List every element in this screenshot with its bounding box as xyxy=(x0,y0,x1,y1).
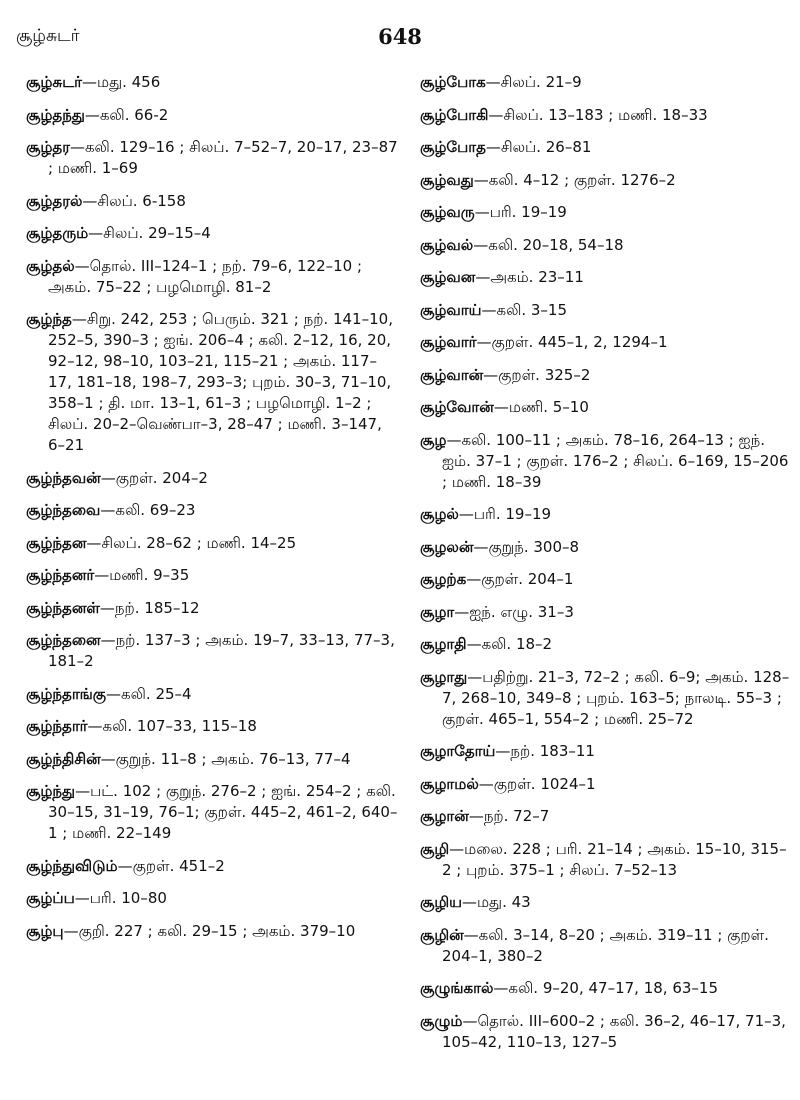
entry-references: —குறள். 445–1, 2, 1294–1 xyxy=(476,333,668,351)
entry-headword: சூழ xyxy=(420,430,447,449)
entry-headword: சூழ்ந்தவை xyxy=(26,501,101,519)
entry-headword: சூழ்வோன் xyxy=(420,398,494,416)
index-entry xyxy=(420,537,790,558)
entry-headword: சூழ்போக xyxy=(420,73,486,91)
entry-references: —மலை. 228 ; பரி. 21–14 ; அகம். 15–10, 315–2 ; புறம். 375–1 ; சிலப். 7–52–13 xyxy=(442,839,787,879)
entry-references: —கலி. 66-2 xyxy=(84,105,169,124)
index-entry xyxy=(420,1011,790,1053)
entry-headword: சூழ்ந்தனள் xyxy=(26,598,100,617)
entry-references: —கலி. 3–15 xyxy=(481,300,568,319)
entry-headword: சூழ்ந்தார் xyxy=(26,717,88,735)
entry-headword: சூழ்ப்ப xyxy=(26,889,75,907)
entry-headword: சூழிய xyxy=(420,893,462,911)
entry-headword: சூழ்சுடர் xyxy=(26,73,82,91)
entry-references: —சிலப். 21–9 xyxy=(485,73,582,91)
entry-references: —கலி. 20–18, 54–18 xyxy=(473,235,624,254)
entry-headword: சூழ்வார் xyxy=(420,333,477,351)
entry-headword: சூழ்வல் xyxy=(420,235,474,254)
entry-headword: சூழும் xyxy=(420,1011,463,1030)
entry-headword: சூழாதி xyxy=(420,635,467,653)
entry-references: —தொல். III–600–2 ; கலி. 36–2, 46–17, 71–3, 105–42, 110–13, 127–5 xyxy=(442,1011,786,1051)
index-entry xyxy=(26,137,398,179)
entry-headword: சூழலன் xyxy=(420,537,474,556)
entry-headword: சூழ்ந்தவன் xyxy=(26,468,101,487)
index-entry xyxy=(420,137,790,158)
entry-headword: சூழ்வரு xyxy=(420,203,475,221)
entry-references: —குறள். 325–2 xyxy=(483,365,591,384)
index-entry xyxy=(420,72,790,93)
entry-references: —ஐந். எழு. 31–3 xyxy=(454,602,574,621)
index-entry xyxy=(26,468,398,489)
entry-references: —சிலப். 13–183 ; மணி. 18–33 xyxy=(488,105,708,124)
entry-references: —மது. 456 xyxy=(82,73,161,91)
entry-references: —குறள். 451–2 xyxy=(117,856,225,875)
entry-references: —கலி. 9–20, 47–17, 18, 63–15 xyxy=(493,979,718,997)
entry-references: —நற். 183–11 xyxy=(495,742,595,760)
index-entry xyxy=(26,191,398,212)
entry-references: —குறுந். 11–8 ; அகம். 76–13, 77–4 xyxy=(100,749,351,768)
index-entry xyxy=(420,839,790,881)
entry-headword: சூழ்ந்தனர் xyxy=(26,566,95,584)
entry-references: —கலி. 69–23 xyxy=(100,501,196,519)
entry-headword: சூழ்போத xyxy=(420,138,486,156)
index-entry xyxy=(26,72,398,93)
entry-headword: சூழாதோய் xyxy=(420,742,496,760)
entry-headword: சூழ்வான் xyxy=(420,365,484,384)
entry-headword: சூழின் xyxy=(420,925,464,944)
index-entry xyxy=(420,332,790,353)
index-entry xyxy=(26,309,398,456)
index-entry xyxy=(420,774,790,795)
index-entry xyxy=(420,300,790,321)
index-entry xyxy=(26,684,398,705)
index-entry xyxy=(26,630,398,672)
index-entry xyxy=(420,235,790,256)
entry-headword: சூழ்தந்து xyxy=(26,105,85,124)
entry-references: —பரி. 19–19 xyxy=(474,203,567,221)
entry-references: —பதிற்று. 21–3, 72–2 ; கலி. 6–9; அகம். 128–7, 268–10, 349–8 ; புறம். 163–5; நாலடி. 55–3 ; குறள். 465–1, 554–2 ; மணி. 25–72 xyxy=(442,667,790,728)
entry-headword: சூழ்போகி xyxy=(420,105,489,124)
entry-headword: சூழ்ந்துவிடும் xyxy=(26,856,118,875)
entry-references: —குறி. 227 ; கலி. 29–15 ; அகம். 379–10 xyxy=(63,921,356,940)
entry-headword: சூழான் xyxy=(420,807,469,825)
index-entry xyxy=(26,533,398,554)
entry-headword: சூழுங்கால் xyxy=(420,979,494,997)
index-entry xyxy=(420,267,790,288)
entry-references: —மது. 43 xyxy=(461,893,531,911)
index-entry xyxy=(26,921,398,942)
entry-references: —தொல். III–124–1 ; நற். 79–6, 122–10 ; அகம். 75–22 ; பழமொழி. 81–2 xyxy=(48,256,363,296)
index-entry xyxy=(26,749,398,770)
index-entry xyxy=(420,892,790,913)
index-entry xyxy=(26,105,398,126)
index-entry xyxy=(26,716,398,737)
index-entry xyxy=(26,256,398,298)
entry-references: —குறள். 204–2 xyxy=(100,468,208,487)
entry-references: —கலி. 107–33, 115–18 xyxy=(87,717,257,735)
index-entry xyxy=(26,223,398,244)
index-entry xyxy=(420,170,790,191)
entry-headword: சூழ்வன xyxy=(420,268,476,286)
entry-references: —குறள். 1024–1 xyxy=(478,774,596,793)
left-column xyxy=(26,72,398,953)
entry-references: —பரி. 19–19 xyxy=(458,505,552,523)
entry-headword: சூழ்வது xyxy=(420,170,474,189)
entry-headword: சூழாமல் xyxy=(420,774,479,793)
entry-references: —குறுந். 300–8 xyxy=(473,537,580,556)
entry-headword: சூழ்ந்த xyxy=(26,310,72,328)
index-entry xyxy=(420,569,790,590)
entry-headword: சூழாது xyxy=(420,667,468,686)
index-entry xyxy=(420,202,790,223)
index-entry xyxy=(420,504,790,525)
index-entry xyxy=(420,105,790,126)
entry-references: —கலி. 4–12 ; குறள். 1276–2 xyxy=(473,170,676,189)
entry-headword: சூழ்ந்திசின் xyxy=(26,749,101,768)
entry-headword: சூழ்ந்து xyxy=(26,782,76,800)
index-entry xyxy=(420,806,790,827)
entry-headword: சூழ்தல் xyxy=(26,256,75,275)
index-entry xyxy=(420,667,790,730)
entry-references: —நற். 137–3 ; அகம். 19–7, 33–13, 77–3, 181–2 xyxy=(48,631,395,670)
index-entry xyxy=(420,602,790,623)
index-entry xyxy=(420,634,790,655)
entry-references: —சிலப். 6-158 xyxy=(82,191,186,210)
entry-headword: சூழ்வாய் xyxy=(420,300,482,319)
index-entry xyxy=(420,925,790,967)
entry-references: —சிலப். 28–62 ; மணி. 14–25 xyxy=(86,533,297,552)
entry-references: —மணி. 9–35 xyxy=(94,566,190,584)
entry-references: —நற். 72–7 xyxy=(468,807,550,825)
running-head: சூழ்சுடர் xyxy=(16,26,80,46)
entry-references: —சிலப். 26–81 xyxy=(485,138,592,156)
index-entry xyxy=(26,598,398,619)
entry-headword: சூழி xyxy=(420,839,450,858)
page-number: 648 xyxy=(378,24,422,49)
entry-references: —மணி. 5–10 xyxy=(493,398,589,416)
index-entry xyxy=(26,565,398,586)
entry-headword: சூழ்தரல் xyxy=(26,191,83,210)
index-entry xyxy=(26,856,398,877)
entry-headword: சூழற்க xyxy=(420,570,467,588)
entry-references: —கலி. 25–4 xyxy=(106,684,192,703)
entry-headword: சூழ்தர xyxy=(26,138,70,156)
entry-references: —கலி. 3–14, 8–20 ; அகம். 319–11 ; குறள். 204–1, 380–2 xyxy=(442,925,769,965)
entry-references: —நற். 185–12 xyxy=(99,598,200,617)
right-column xyxy=(420,72,790,1064)
entry-headword: சூழ்ந்தனை xyxy=(26,631,101,649)
entry-headword: சூழ்ந்தாங்கு xyxy=(26,684,107,703)
entry-headword: சூழா xyxy=(420,602,455,621)
index-entry xyxy=(420,397,790,418)
entry-references: —சிறு. 242, 253 ; பெரும். 321 ; நற். 141–10, 252–5, 390–3 ; ஐங். 206–4 ; கலி. 2–12, 16, 20, 92–12, 98–10, 103–21, 115–21 ; அகம். 117–17, 181–18, 198–7, 293–3; புறம். 30–3, 71–10, 358–1 ; தி. மா. 13–1, 61–3 ; பழமொழி. 1–2 ; சிலப். 20–2–வெண்பா–3, 28–47 ; மணி. 3–147, 6–21 xyxy=(48,310,393,454)
index-entry xyxy=(420,978,790,999)
entry-headword: சூழ்ந்தன xyxy=(26,533,87,552)
index-entry xyxy=(26,888,398,909)
entry-references: —கலி. 100–11 ; அகம். 78–16, 264–13 ; ஐந். ஐம். 37–1 ; குறள். 176–2 ; சிலப். 6–169, 15–206 ; மணி. 18–39 xyxy=(442,430,789,491)
entry-references: —கலி. 129–16 ; சிலப். 7–52–7, 20–17, 23–87 ; மணி. 1–69 xyxy=(48,138,398,177)
index-entry xyxy=(26,781,398,844)
entry-headword: சூழ்தரும் xyxy=(26,224,89,242)
entry-references: —பட். 102 ; குறுந். 276–2 ; ஐங். 254–2 ; கலி. 30–15, 31–19, 76–1; குறள். 445–2, 461–2, 640–1 ; மணி. 22–149 xyxy=(48,782,398,842)
index-entry xyxy=(420,430,790,493)
entry-references: —கலி. 18–2 xyxy=(466,635,553,653)
entry-references: —குறள். 204–1 xyxy=(466,570,574,588)
entry-headword: சூழல் xyxy=(420,505,459,523)
index-entry xyxy=(420,365,790,386)
index-entry xyxy=(420,741,790,762)
entry-references: —அகம். 23–11 xyxy=(475,268,584,286)
index-entry xyxy=(26,500,398,521)
entry-references: —சிலப். 29–15–4 xyxy=(88,224,211,242)
entry-references: —பரி. 10–80 xyxy=(74,889,167,907)
entry-headword: சூழ்பு xyxy=(26,921,64,940)
